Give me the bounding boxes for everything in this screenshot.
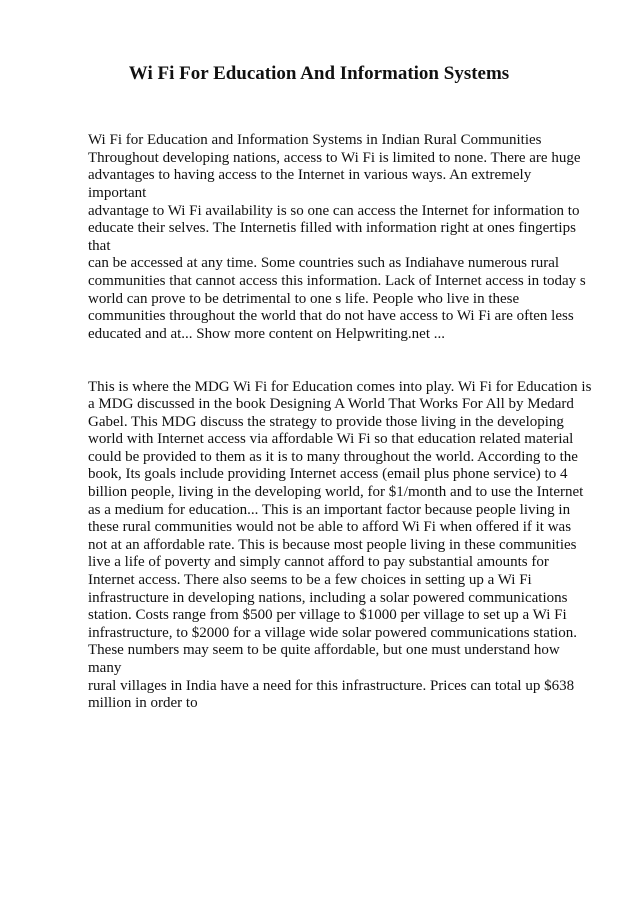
paragraph-2: This is where the MDG Wi Fi for Education comes into play. Wi Fi for Education is a MDG discussed in the book Designing A World That Works For All by Medard Gabel. This MDG discuss the strategy to provide those living in the developing world with Internet access via affordable Wi Fi so that education related material could be provided to them as it is to many throughout the world. According to the book, Its goals include providing Internet access (email plus phone service) to 4 billion people, living in the developing world, for $1/month and to use the Internet as a medium for education... This is an important factor because people living in these rural communities would not be able to afford Wi Fi when offered if it was not at an affordable rate. This is because most people living in these communities live a life of poverty and simply cannot afford to pay substantial amounts for Internet access. There also seems to be a few choices in setting up a Wi Fi infrastructure in developing nations, including a solar powered communications station. Costs range from $500 per village to $1000 per village to set up a Wi Fi infrastructure, to $2000 for a village wide solar powered communications station. These numbers may seem to be quite affordable, but one must understand how many rural villages in India have a need for this infrastructure. Prices can total up $638 million in order to [88,378,592,712]
document-title: Wi Fi For Education And Information Systems [128,63,510,84]
document-body [88,97,592,748]
paragraph-1: Wi Fi for Education and Information Systems in Indian Rural Communities Throughout developing nations, access to Wi Fi is limited to none. There are huge advantages to having access to the Internet in various ways. An extremely important advantage to Wi Fi availability is so one can access the Internet for information to educate their selves. The Internetis filled with information right at ones fingertips that can be accessed at any time. Some countries such as Indiahave numerous rural communities that cannot access this information. Lack of Internet access in today s world can prove to be detrimental to one s life. People who live in these communities throughout the world that do not have access to Wi Fi are often less educated and at... Show more content on Helpwriting.net ... [88,132,586,342]
